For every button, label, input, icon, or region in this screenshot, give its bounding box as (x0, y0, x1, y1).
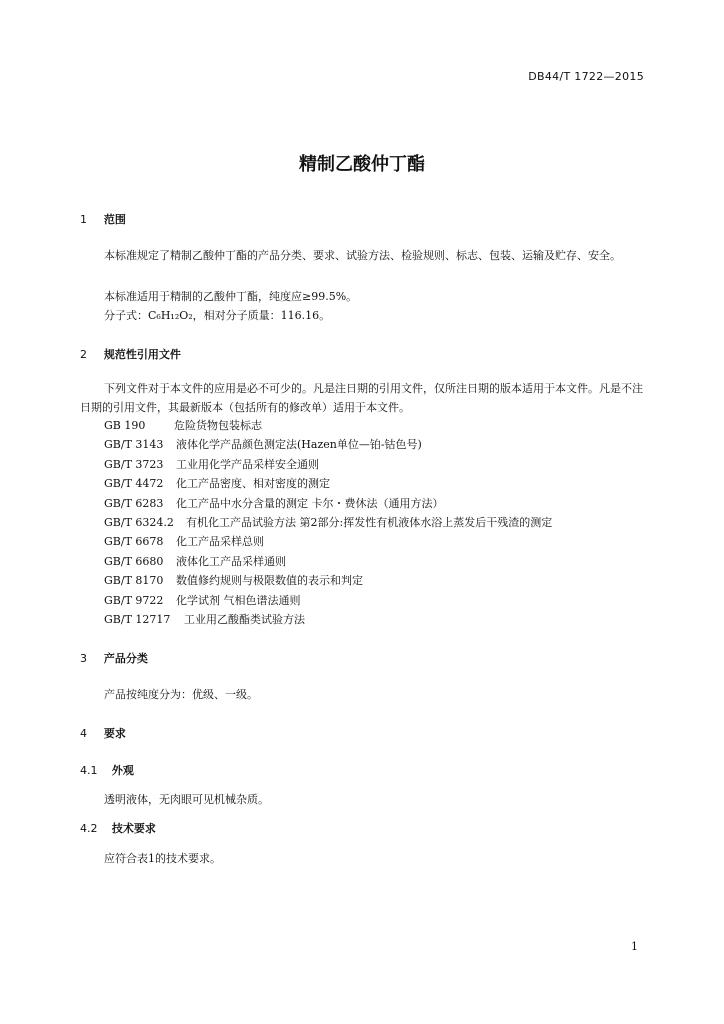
document-title: 精制乙酸仲丁酯 (299, 154, 425, 175)
reference-item (104, 475, 330, 491)
reference-code: GB/T 6324.2 (104, 516, 174, 529)
reference-title: 化工产品采样总则 (176, 535, 264, 549)
section-title: 范围 (103, 213, 126, 226)
section-4-1-heading (80, 762, 134, 778)
reference-item (104, 553, 286, 569)
reference-code: GB/T 6680 (104, 554, 164, 568)
section-title: 规范性引用文件 (103, 348, 181, 361)
appearance-line: 透明液体，无肉眼可见机械杂质。 (104, 793, 269, 806)
section-title: 外观 (111, 764, 134, 777)
reference-title: 有机化工产品试验方法 第2部分:挥发性有机液体水浴上蒸发后干残渣的测定 (186, 516, 553, 529)
formula-line: 分子式：C₆H₁₂O₂，相对分子质量：116.16。 (104, 309, 331, 322)
page-number: 1 (631, 940, 638, 953)
reference-item (104, 592, 301, 608)
normative-intro-paragraph: 下列文件对于本文件的应用是必不可少的。凡是注日期的引用文件，仅所注日期的版本适用于本文件。凡是不注日期的引用文件，其最新版本（包括所有的修改单）适用于本文件。 (80, 382, 643, 414)
section-4-heading (80, 725, 126, 741)
reference-title: 工业用化学产品采样安全通则 (176, 457, 319, 471)
reference-title: 化工产品密度、相对密度的测定 (176, 477, 330, 491)
applicability-line: 本标准适用于精制的乙酸仲丁酯，纯度应≥99.5%。 (104, 290, 358, 303)
reference-code: GB/T 6283 (104, 496, 164, 510)
reference-code: GB/T 3143 (104, 438, 164, 452)
scope-paragraph: 本标准规定了精制乙酸仲丁酯的产品分类、要求、试验方法、检验规则、标志、包装、运输及贮存、安全。 (104, 249, 621, 262)
reference-item (104, 417, 262, 433)
reference-code: GB/T 8170 (104, 574, 164, 588)
section-title: 技术要求 (111, 822, 156, 835)
reference-title: 数值修约规则与极限数值的表示和判定 (176, 574, 363, 588)
section-1-heading (80, 211, 126, 227)
reference-title: 化工产品中水分含量的测定 卡尔・费休法（通用方法） (176, 496, 444, 510)
section-2-heading (80, 346, 181, 362)
reference-item (104, 514, 552, 530)
reference-code: GB/T 9722 (104, 593, 164, 607)
reference-code: GB/T 6678 (104, 535, 164, 549)
reference-title: 危险货物包装标志 (174, 419, 262, 432)
classification-line: 产品按纯度分为：优级、一级。 (104, 688, 258, 701)
reference-code: GB/T 4472 (104, 477, 164, 491)
reference-code: GB 190 (104, 419, 146, 432)
reference-title: 液体化工产品采样通则 (176, 554, 286, 568)
section-4-2-heading (80, 820, 156, 836)
section-number: 3 (80, 652, 87, 665)
reference-item (104, 495, 444, 511)
reference-code: GB/T 12717 (104, 613, 171, 626)
section-number: 1 (80, 213, 87, 226)
reference-item (104, 436, 422, 452)
reference-item (104, 572, 363, 588)
reference-code: GB/T 3723 (104, 457, 164, 471)
section-number: 4 (80, 727, 87, 740)
section-number: 2 (80, 348, 87, 361)
section-title: 要求 (103, 727, 126, 740)
reference-item (104, 533, 264, 549)
section-number: 4.1 (80, 764, 98, 777)
section-number: 4.2 (80, 822, 98, 835)
section-3-heading (80, 650, 148, 666)
reference-title: 工业用乙酸酯类试验方法 (184, 613, 305, 626)
reference-title: 液体化学产品颜色测定法(Hazen单位—铂-钴色号) (176, 438, 422, 452)
document-code: DB44/T 1722—2015 (528, 70, 644, 83)
technical-requirement-line: 应符合表1的技术要求。 (104, 852, 221, 865)
reference-title: 化学试剂 气相色谱法通则 (176, 593, 301, 607)
reference-item (104, 611, 305, 627)
reference-item (104, 456, 319, 472)
section-title: 产品分类 (103, 652, 148, 665)
